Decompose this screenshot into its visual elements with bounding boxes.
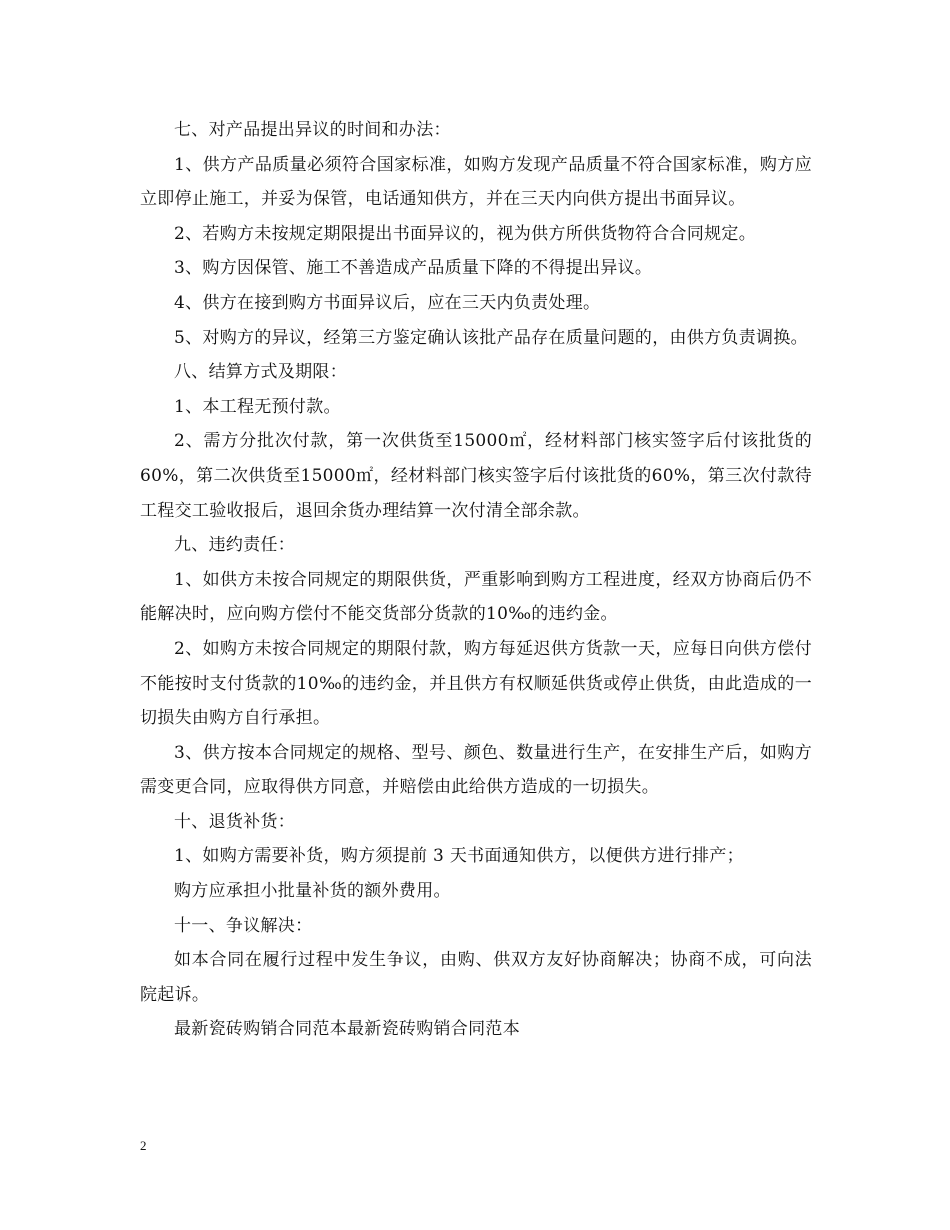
section-heading-returns: 十、退货补货： [174,811,296,832]
clause-paragraph: 1、本工程无预付款。 [174,396,341,417]
clause-paragraph: 5、对购方的异议，经第三方鉴定确认该批产品存在质量问题的，由供方负责调换。 [174,327,808,348]
section-heading-settlement: 八、结算方式及期限： [174,362,347,383]
document-body [140,113,812,1047]
clause-paragraph: 1、如供方未按合同规定的期限供货，严重影响到购方工程进度，经双方协商后仍不能解决时，应向购方偿付不能交货部分货款的10‰的违约金。 [140,569,812,625]
clause-paragraph: 购方应承担小批量补货的额外费用。 [174,881,451,902]
document-footer-title: 最新瓷砖购销合同范本最新瓷砖购销合同范本 [174,1019,520,1040]
clause-paragraph: 如本合同在履行过程中发生争议，由购、供双方友好协商解决；协商不成，可向法院起诉。 [140,950,812,1005]
section-heading-objection: 七、对产品提出异议的时间和办法： [174,120,451,140]
clause-paragraph: 1、如购方需要补货，购方须提前 3 天书面通知供方，以便供方进行排产； [174,846,744,867]
clause-paragraph: 2、若购方未按规定期限提出书面异议的，视为供方所供货物符合合同规定。 [174,223,757,244]
clause-paragraph: 3、供方按本合同规定的规格、型号、颜色、数量进行生产，在安排生产后，如购方需变更合同，应取得供方同意，并赔偿由此给供方造成的一切损失。 [140,742,812,798]
section-heading-liability: 九、违约责任： [174,535,296,556]
clause-paragraph: 2、需方分批次付款，第一次供货至15000㎡，经材料部门核实签字后付该批货的60%，第二次供货至15000㎡，经材料部门核实签字后付该批货的60%，第三次付款待工程交工验收报后，退回余货办理结算一次付清全部余款。 [140,431,812,521]
clause-paragraph: 1、供方产品质量必须符合国家标准，如购方发现产品质量不符合国家标准，购方应立即停止施工，并妥为保管，电话通知供方，并在三天内向供方提出书面异议。 [140,154,812,210]
clause-paragraph: 3、购方因保管、施工不善造成产品质量下降的不得提出异议。 [174,258,653,279]
section-heading-dispute: 十一、争议解决： [174,915,313,936]
clause-paragraph: 4、供方在接到购方书面异议后，应在三天内负责处理。 [174,292,601,313]
clause-paragraph: 2、如购方未按合同规定的期限付款，购方每延迟供方货款一天，应每日向供方偿付不能按时支付货款的10‰的违约金，并且供方有权顺延供货或停止供货，由此造成的一切损失由购方自行承担。 [140,638,812,729]
page-number: 2 [140,1138,147,1153]
